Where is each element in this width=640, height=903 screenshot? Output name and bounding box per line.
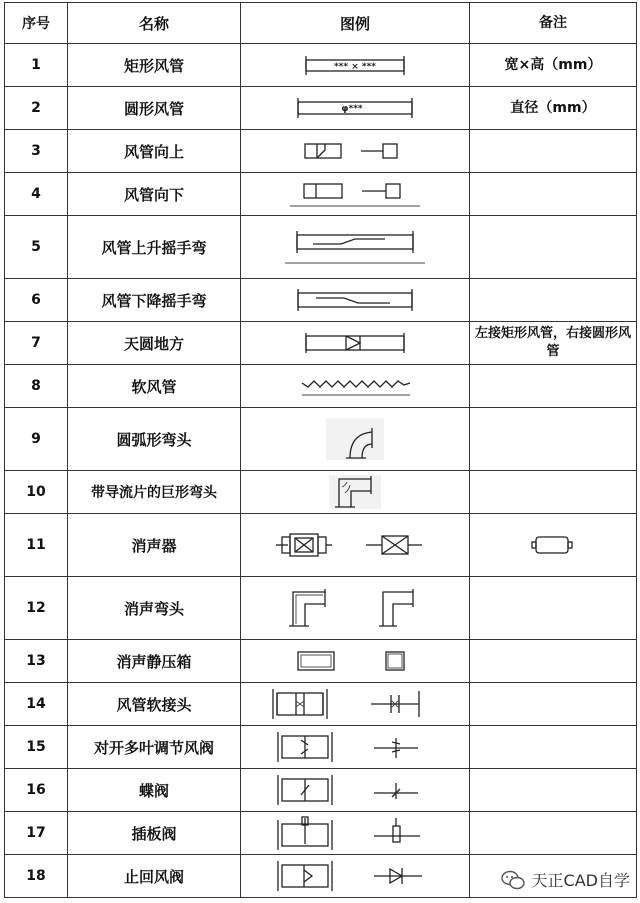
- row-note: [470, 173, 637, 216]
- row-name: 风管向下: [68, 173, 241, 216]
- header-name: 名称: [68, 3, 241, 44]
- row-figure: [241, 812, 470, 855]
- rect-duct-icon: [300, 54, 410, 76]
- row-note: [470, 130, 637, 173]
- row-note: [470, 640, 637, 683]
- row-name: 软风管: [68, 365, 241, 408]
- silencer-outline-icon: [528, 532, 578, 558]
- row-name: 圆形风管: [68, 87, 241, 130]
- row-name: 带导流片的巨形弯头: [68, 471, 241, 514]
- multi-blade-damper-icon: [270, 730, 440, 764]
- table-row: [5, 577, 637, 640]
- duct-down-icon: [290, 179, 420, 209]
- row-figure: [241, 279, 470, 322]
- row-no: 11: [5, 514, 68, 577]
- round-duct-icon: [292, 96, 418, 120]
- row-name: 消声弯头: [68, 577, 241, 640]
- table-row: [5, 726, 637, 769]
- row-figure: [241, 577, 470, 640]
- butterfly-valve-icon: [270, 773, 440, 807]
- duct-drop-offset-icon: [292, 287, 418, 313]
- watermark: [500, 868, 630, 891]
- row-figure: [241, 365, 470, 408]
- header-note: 备注: [470, 3, 637, 44]
- row-name: 蝶阀: [68, 769, 241, 812]
- row-no: 10: [5, 471, 68, 514]
- silencer-icon: [270, 527, 440, 563]
- duct-up-icon: [295, 139, 415, 163]
- row-name: 圆弧形弯头: [68, 408, 241, 471]
- table-row: [5, 683, 637, 726]
- row-no: 14: [5, 683, 68, 726]
- table-row: [5, 216, 637, 279]
- row-note: [470, 726, 637, 769]
- table-row: [5, 365, 637, 408]
- silencer-plenum-icon: [280, 648, 430, 674]
- row-no: 3: [5, 130, 68, 173]
- table-row: [5, 640, 637, 683]
- row-no: 15: [5, 726, 68, 769]
- vaned-elbow-icon: [325, 473, 385, 511]
- table-row: [5, 44, 637, 87]
- wechat-icon: [500, 869, 526, 891]
- row-figure: [241, 173, 470, 216]
- row-note: [470, 514, 637, 577]
- row-name: 对开多叶调节风阀: [68, 726, 241, 769]
- row-note: [470, 279, 637, 322]
- row-note: 左接矩形风管，右接圆形风管: [470, 322, 637, 365]
- row-figure: [241, 87, 470, 130]
- table-row: [5, 408, 637, 471]
- row-no: 7: [5, 322, 68, 365]
- row-name: 消声器: [68, 514, 241, 577]
- row-figure: [241, 216, 470, 279]
- rect-duct-size-text: *** × ***: [333, 62, 377, 72]
- table-row: [5, 812, 637, 855]
- arc-elbow-icon: [320, 414, 390, 464]
- table-row: [5, 769, 637, 812]
- watermark-text: 天正CAD自学: [531, 871, 630, 890]
- row-no: 2: [5, 87, 68, 130]
- row-figure: [241, 726, 470, 769]
- row-no: 5: [5, 216, 68, 279]
- silencer-elbow-icon: [275, 586, 435, 630]
- row-figure: [241, 769, 470, 812]
- table-row: [5, 279, 637, 322]
- table-row: [5, 173, 637, 216]
- row-no: 17: [5, 812, 68, 855]
- row-no: 18: [5, 855, 68, 898]
- row-figure: [241, 408, 470, 471]
- row-figure: [241, 322, 470, 365]
- row-name: 天圆地方: [68, 322, 241, 365]
- flexible-duct-icon: [296, 373, 414, 399]
- row-no: 13: [5, 640, 68, 683]
- row-name: 风管软接头: [68, 683, 241, 726]
- row-no: 4: [5, 173, 68, 216]
- round-duct-diameter-text: φ***: [341, 104, 363, 114]
- check-damper-icon: [270, 859, 440, 893]
- row-name: 插板阀: [68, 812, 241, 855]
- row-name: 消声静压箱: [68, 640, 241, 683]
- row-figure: [241, 640, 470, 683]
- row-note: [470, 812, 637, 855]
- row-note: 宽×高（mm）: [470, 44, 637, 87]
- table-row: [5, 87, 637, 130]
- row-note: [470, 216, 637, 279]
- row-name: 风管上升摇手弯: [68, 216, 241, 279]
- transition-icon: [300, 331, 410, 355]
- row-no: 16: [5, 769, 68, 812]
- row-no: 1: [5, 44, 68, 87]
- row-name: 矩形风管: [68, 44, 241, 87]
- row-figure: [241, 514, 470, 577]
- table-row: [5, 130, 637, 173]
- row-figure: [241, 130, 470, 173]
- row-no: 9: [5, 408, 68, 471]
- table-header-row: [5, 3, 637, 44]
- row-note: 直径（mm）: [470, 87, 637, 130]
- duct-rise-offset-icon: [285, 227, 425, 267]
- header-no: 序号: [5, 3, 68, 44]
- row-note: [470, 365, 637, 408]
- row-figure: [241, 683, 470, 726]
- gate-damper-icon: [270, 814, 440, 852]
- row-name: 风管下降摇手弯: [68, 279, 241, 322]
- header-figure: 图例: [241, 3, 470, 44]
- row-no: 6: [5, 279, 68, 322]
- row-figure: [241, 855, 470, 898]
- row-note: [470, 471, 637, 514]
- table-row: [5, 322, 637, 365]
- row-note: [470, 769, 637, 812]
- row-name: 止回风阀: [68, 855, 241, 898]
- table-row: [5, 471, 637, 514]
- table-row: [5, 514, 637, 577]
- row-no: 8: [5, 365, 68, 408]
- row-note: [470, 577, 637, 640]
- row-figure: [241, 471, 470, 514]
- duct-legend-table: [4, 2, 637, 898]
- row-no: 12: [5, 577, 68, 640]
- row-note: [470, 408, 637, 471]
- flexible-joint-icon: [265, 687, 445, 721]
- row-figure: [241, 44, 470, 87]
- row-name: 风管向上: [68, 130, 241, 173]
- row-note: [470, 683, 637, 726]
